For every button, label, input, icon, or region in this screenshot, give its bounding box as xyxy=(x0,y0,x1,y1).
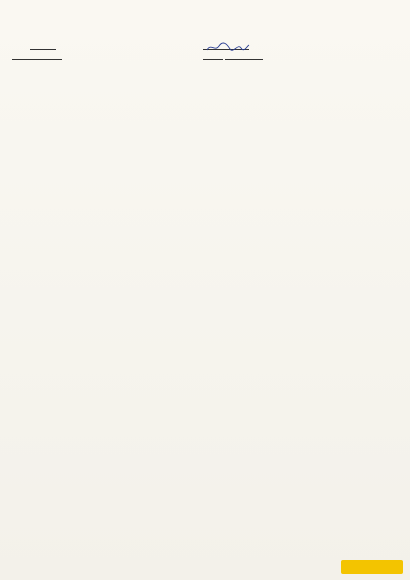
order-date-handwritten xyxy=(225,59,263,60)
protocol-number-handwritten xyxy=(30,49,56,50)
order-number-handwritten xyxy=(203,59,223,60)
protocol-date-handwritten xyxy=(12,59,62,60)
protocol-line xyxy=(12,44,192,54)
signature-scribble xyxy=(205,41,251,53)
signature-line xyxy=(203,44,403,54)
header-approved-block xyxy=(12,44,192,63)
header-approve-block xyxy=(203,44,403,63)
order-line xyxy=(203,54,403,64)
protocol-date-line xyxy=(12,54,192,64)
maam-logo xyxy=(341,560,403,574)
